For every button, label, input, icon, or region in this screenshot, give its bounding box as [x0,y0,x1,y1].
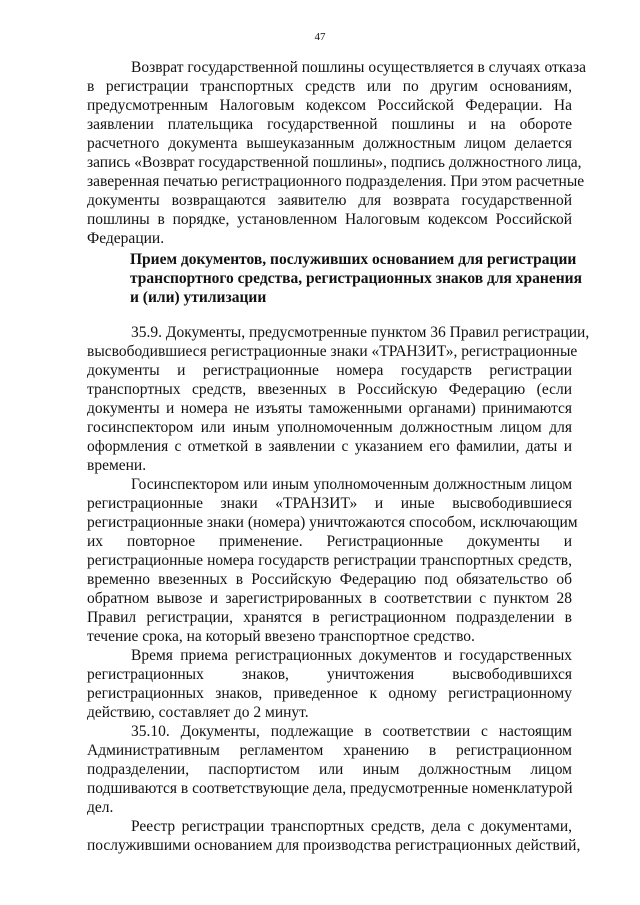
text-line: Реестр регистрации транспортных средств, дела с документами, [131,818,572,835]
text-line: запись «Возврат государственной пошлины», подпись должностного лица, [87,154,582,171]
text-line: Федерации. [87,230,165,247]
paragraph-35-9 [87,323,590,475]
text-line: течение срока, на который ввезено транспортное средство. [87,628,475,645]
text-line: заявлении плательщика государственной пошлины и на обороте [87,116,572,133]
text-line: транспортных средств, ввезенных в Российскую Федерацию (если [87,381,572,398]
paragraph-time [87,646,572,722]
text-line: регистрационных знаков, уничтожения высвободившихся [87,666,572,683]
heading-line: транспортного средства, регистрационных знаков для хранения [130,270,582,287]
text-line: документы возвращаются заявителю для возврата государственной [87,192,572,209]
paragraph-35-10 [87,722,572,817]
text-line: предусмотренным Налоговым кодексом Российской Федерации. На [87,97,572,114]
text-line: госинспектором или иным уполномоченным должностным лицом для [87,419,572,436]
text-line: расчетного документа вышеуказанным должностным лицом делается [87,135,572,152]
text-line: 35.10. Документы, подлежащие в соответствии с настоящим [131,723,572,740]
text-line: в регистрации транспортных средств или по другим основаниям, [87,78,572,95]
text-line: времени. [87,457,147,474]
text-line: Административным регламентом хранению в регистрационном [87,742,572,759]
text-line: подразделении, паспортистом или иным должностным лицом [87,761,572,778]
text-line: обратном вывозе и зарегистрированных в соответствии с пунктом 28 [87,590,572,607]
text-line: документы и регистрационные номера государств регистрации [87,362,572,379]
paragraph-registry [87,817,581,855]
paragraph-transit-signs [87,475,578,646]
text-line: Возврат государственной пошлины осуществляется в случаях отказа [131,59,586,76]
text-line: документы и номера не изъяты таможенными органами) принимаются [87,400,572,417]
text-line: дел. [87,799,114,816]
text-line: действию, составляет до 2 минут. [87,704,309,721]
text-line: Правил регистрации, хранятся в регистрационном подразделении в [87,609,572,626]
text-line: Время приема регистрационных документов и государственных [131,647,572,664]
heading-line: и (или) утилизации [130,289,267,306]
section-heading [130,250,582,307]
text-line: регистрационные знаки «ТРАНЗИТ» и иные высвободившиеся [87,495,572,512]
text-line: высвободившиеся регистрационные знаки «ТРАНЗИТ», регистрационные [87,343,578,360]
text-line: оформления с отметкой в заявлении с указанием его фамилии, даты и [87,438,572,455]
text-line: послужившими основанием для производства регистрационных действий, [87,837,581,854]
text-line: их повторное применение. Регистрационные документы и [87,533,572,550]
page-number: 47 [314,31,326,43]
heading-line: Прием документов, послуживших основанием для регистрации [130,251,577,268]
text-line: регистрационные номера государств регистрации транспортных средств, [87,552,572,569]
text-line: заверенная печатью регистрационного подразделения. При этом расчетные [87,173,585,190]
text-line: временно ввезенных в Российскую Федерацию под обязательство об [87,571,572,588]
text-line: пошлины в порядке, установленном Налоговым кодексом Российской [87,211,572,228]
text-line: регистрационных знаков, приведенное к одному регистрационному [87,685,572,702]
text-line: подшиваются в соответствующие дела, предусмотренные номенклатурой [87,780,573,797]
paragraph-fee-refund [87,58,586,248]
text-line: Госинспектором или иным уполномоченным должностным лицом [131,476,572,493]
text-line: 35.9. Документы, предусмотренные пунктом 36 Правил регистрации, [131,324,590,341]
text-line: регистрационные знаки (номера) уничтожаются способом, исключающим [87,514,578,531]
